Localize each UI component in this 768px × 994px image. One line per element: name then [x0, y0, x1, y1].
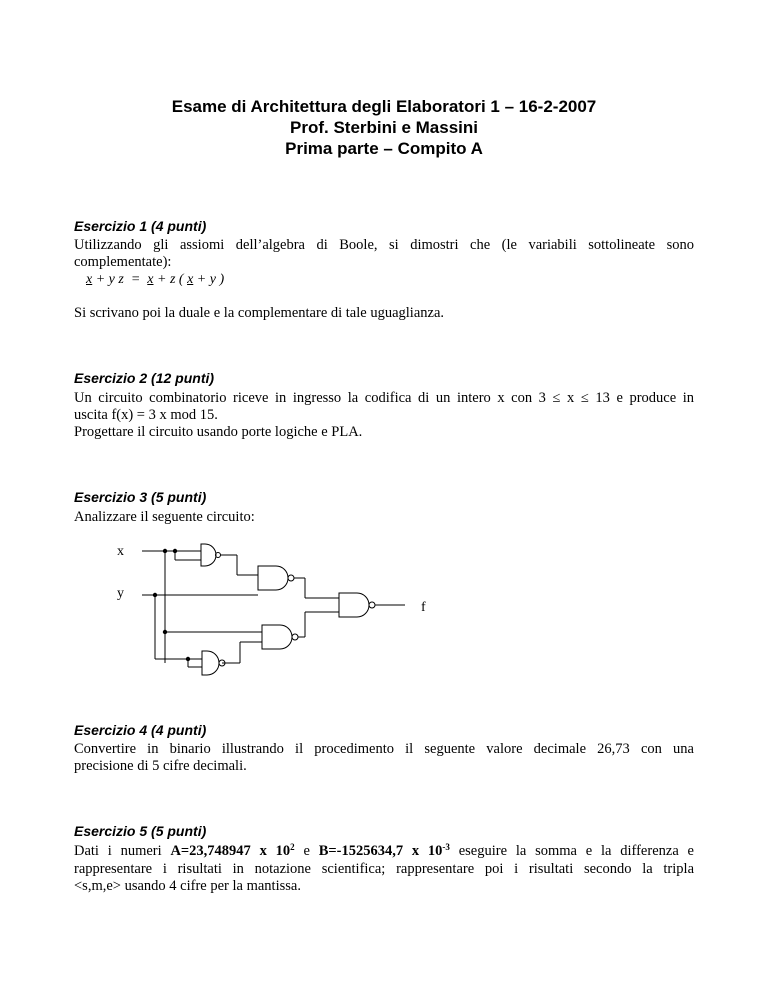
exercise-5-text-line3: <s,m,e> usando 4 cifre per la mantissa.	[74, 878, 301, 894]
exercise-1-text-line2: complementate):	[74, 254, 172, 270]
exercise-1-heading: Esercizio 1 (4 punti)	[74, 218, 207, 234]
exercise-3-text: Analizzare il seguente circuito:	[74, 509, 255, 525]
nand-bubble	[288, 575, 294, 581]
exercise-4-heading: Esercizio 4 (4 punti)	[74, 722, 207, 738]
exercise-5-text-line2: rappresentare i risultati in notazione scientifica; rappresentare poi i risultati secondo la tripla	[74, 861, 694, 877]
nand-gate-5	[202, 651, 219, 675]
exercise-3-heading: Esercizio 3 (5 punti)	[74, 489, 207, 505]
formula-x-complement: x	[187, 272, 194, 287]
number-a	[170, 843, 294, 859]
nand-bubble	[292, 634, 298, 640]
nand-gate-1	[201, 544, 216, 566]
exercise-5-heading: Esercizio 5 (5 punti)	[74, 823, 207, 839]
junction-dot	[163, 630, 167, 634]
exercise-1-formula	[86, 271, 224, 288]
junction-dot	[186, 657, 190, 661]
text-part: Dati i numeri	[74, 843, 171, 859]
exercise-4-text-line2: precisione di 5 cifre decimali.	[74, 758, 247, 774]
number-b-exponent: -3	[442, 843, 450, 852]
exercise-2-heading: Esercizio 2 (12 punti)	[74, 370, 215, 386]
nand-gate-4	[262, 625, 292, 649]
text-part: e	[294, 843, 319, 859]
exercise-2-text-line1: Un circuito combinatorio riceve in ingresso la codifica di un intero x con 3 ≤ x ≤ 13 e produce in	[74, 390, 694, 406]
exercise-4-text-line1: Convertire in binario illustrando il procedimento il seguente valore decimale 26,73 con una	[74, 741, 694, 757]
exercise-5-text-line1	[74, 843, 694, 861]
exercise-1-text-line1: Utilizzando gli assiomi dell’algebra di Boole, si dimostri che (le variabili sottolineate sono	[74, 237, 694, 253]
exercise-2-text-line2: uscita f(x) = 3 x mod 15.	[74, 407, 218, 423]
formula-part: + z (	[153, 272, 188, 287]
exam-professors: Prof. Sterbini e Massini	[290, 118, 478, 137]
text-part: eseguire la somma e la differenza e	[449, 843, 694, 859]
exercise-2-text-line3: Progettare il circuito usando porte logiche e PLA.	[74, 424, 363, 440]
junction-dot	[153, 593, 157, 597]
nand-bubble	[369, 602, 375, 608]
formula-part: + y z =	[92, 272, 148, 287]
input-y-label: y	[117, 586, 124, 601]
exam-part: Prima parte – Compito A	[285, 139, 483, 158]
nand-gate-2	[258, 566, 288, 590]
formula-x-complement: x	[147, 272, 154, 287]
number-b	[319, 843, 450, 859]
formula-part: + y )	[193, 272, 225, 287]
input-x-label: x	[117, 544, 124, 559]
output-f-label: f	[421, 600, 426, 615]
nand-bubble	[219, 660, 225, 666]
nand-gate-3	[339, 593, 369, 617]
number-a-exponent: 2	[290, 843, 295, 852]
formula-x-complement: x	[86, 272, 93, 287]
junction-dot	[163, 549, 167, 553]
number-b-mantissa: B=-1525634,7 x 10	[318, 843, 443, 859]
number-a-mantissa: A=23,748947 x 10	[170, 843, 291, 859]
exam-title: Esame di Architettura degli Elaboratori 1 – 16-2-2007	[171, 97, 597, 116]
junction-dot	[173, 549, 177, 553]
nand-bubble	[216, 553, 221, 558]
exercise-1-text-line3: Si scrivano poi la duale e la complementare di tale uguaglianza.	[74, 305, 445, 321]
